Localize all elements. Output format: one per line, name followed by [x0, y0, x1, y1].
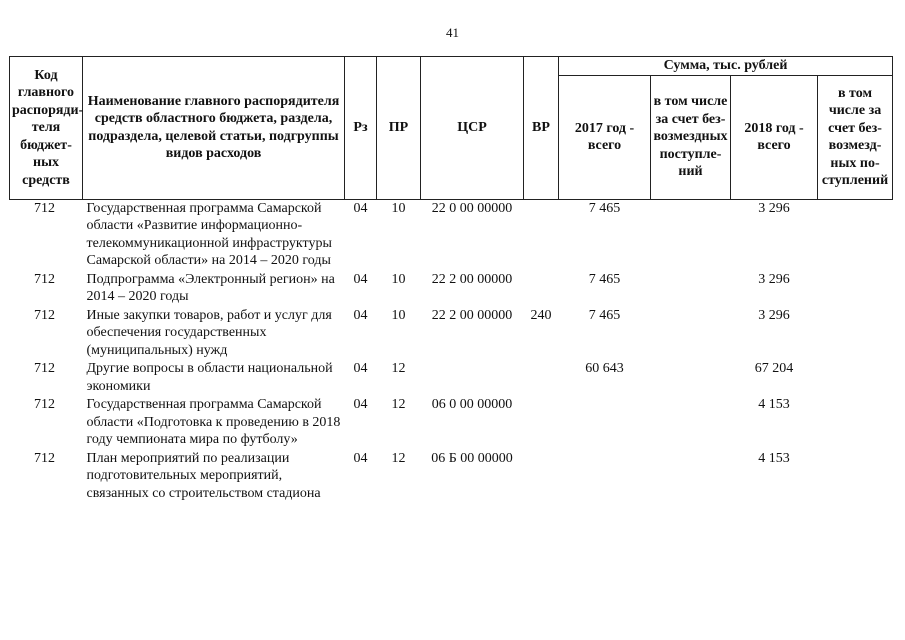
cell-2018-total: 67 204 [754, 361, 794, 376]
header-2017-free: в том числе за счет безвозмездных поступлений [651, 75, 731, 199]
cell-pr: 12 [391, 361, 406, 376]
cell-code: 712 [34, 271, 55, 287]
cell-name: Подпрограмма «Электронный регион» на 2014 – 2020 годы [86, 271, 335, 304]
cell-2017-free [651, 360, 731, 396]
header-name: Наименование главного распорядителя средств областного бюджета, раздела, подраздела, целевой статьи, подгруппы видов расходов [83, 57, 345, 200]
cell-rz: 04 [353, 307, 368, 323]
cell-pr: 10 [391, 200, 406, 216]
cell-2018-free [818, 360, 893, 396]
cell-pr: 12 [391, 450, 406, 466]
cell-name: План мероприятий по реализации подготовительных мероприятий, связанных со строительством стадиона [86, 450, 321, 501]
cell-2017-free [651, 307, 731, 361]
cell-2017-free [651, 396, 731, 450]
cell-2017-total: 7 465 [588, 200, 621, 216]
table-body [10, 199, 893, 503]
cell-name: Государственная программа Самарской области «Подготовка к проведению в 2018 году чемпионата мира по футболу» [86, 397, 341, 447]
cell-2018-total: 3 296 [758, 307, 790, 323]
header-pr: ПР [377, 57, 421, 200]
cell-code: 712 [34, 397, 55, 412]
cell-name: Иные закупки товаров, работ и услуг для обеспечения государственных (муниципальных) нужд [86, 307, 332, 358]
cell-pr: 12 [391, 397, 406, 412]
cell-2018-total: 4 153 [758, 397, 790, 412]
header-2018-free: в том числе за счет безвозмездных поступлений [818, 75, 893, 199]
table-row [10, 199, 893, 271]
cell-2018-total: 3 296 [758, 200, 790, 216]
cell-rz: 04 [353, 450, 368, 466]
cell-vr: 240 [530, 307, 552, 323]
table-row [10, 271, 893, 307]
cell-2018-total: 3 296 [758, 271, 790, 287]
cell-2018-free [818, 450, 893, 504]
cell-2017-total: 60 643 [585, 361, 624, 376]
cell-vr [524, 396, 559, 450]
cell-2017-free [651, 199, 731, 271]
cell-2018-free [818, 396, 893, 450]
cell-2018-free [818, 271, 893, 307]
cell-csr: 06 0 00 00000 [431, 397, 513, 412]
cell-2017-free [651, 271, 731, 307]
cell-vr [524, 450, 559, 504]
cell-csr: 22 2 00 00000 [431, 307, 513, 323]
cell-vr [524, 360, 559, 396]
cell-csr: 22 0 00 00000 [431, 200, 513, 216]
cell-2017-total: 7 465 [588, 271, 621, 287]
cell-2018-free [818, 199, 893, 271]
header-2017-total: 2017 год - всего [559, 75, 651, 199]
budget-table [9, 56, 893, 503]
cell-pr: 10 [391, 307, 406, 323]
cell-rz: 04 [353, 271, 368, 287]
header-rz: Рз [345, 57, 377, 200]
cell-csr [421, 360, 524, 396]
header-code: Код главного распорядителя бюджетных средств [10, 57, 83, 200]
cell-code: 712 [34, 307, 55, 323]
cell-2018-total: 4 153 [758, 450, 790, 466]
cell-vr [524, 199, 559, 271]
cell-2018-free [818, 307, 893, 361]
cell-2017-total [559, 396, 651, 450]
cell-2017-total [559, 450, 651, 504]
table-header [10, 57, 893, 200]
cell-2017-free [651, 450, 731, 504]
cell-name: Государственная программа Самарской области «Развитие информационно-телекоммуникационной инфраструктуры Самарской области» на 2014 – 2020 годы [86, 200, 332, 268]
cell-name: Другие вопросы в области национальной экономики [86, 361, 333, 394]
cell-rz: 04 [353, 397, 368, 412]
cell-2017-total: 7 465 [588, 307, 621, 323]
cell-code: 712 [34, 361, 55, 376]
cell-code: 712 [34, 450, 55, 466]
page-number: 41 [446, 25, 459, 40]
cell-code: 712 [34, 200, 55, 216]
table-row [10, 360, 893, 396]
header-2018-total: 2018 год - всего [731, 75, 818, 199]
header-vr: ВР [524, 57, 559, 200]
table-row [10, 307, 893, 361]
cell-rz: 04 [353, 200, 368, 216]
header-csr: ЦСР [421, 57, 524, 200]
table-row [10, 450, 893, 504]
header-sum: Сумма, тыс. рублей [559, 57, 893, 76]
cell-csr: 06 Б 00 00000 [431, 450, 513, 466]
cell-pr: 10 [391, 271, 406, 287]
cell-vr [524, 271, 559, 307]
cell-csr: 22 2 00 00000 [431, 271, 513, 287]
cell-rz: 04 [353, 361, 368, 376]
table-row [10, 396, 893, 450]
